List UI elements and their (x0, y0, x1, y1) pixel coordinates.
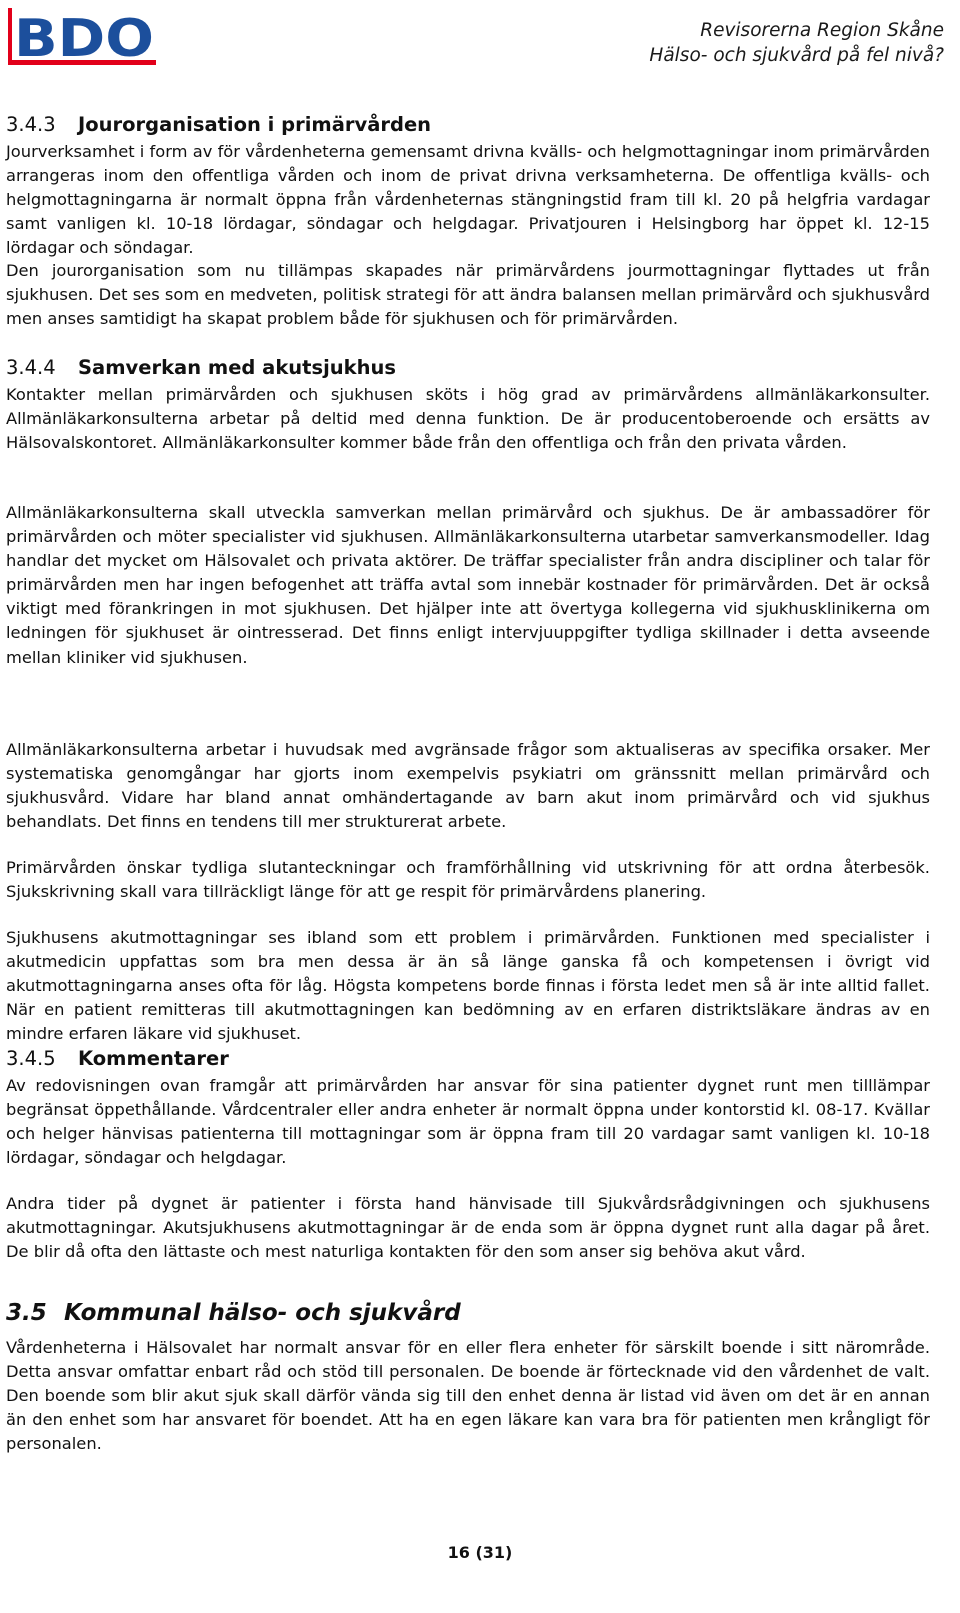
header-titles (649, 18, 944, 68)
section-number: 3.4.3 (6, 113, 56, 136)
heading-3-5 (6, 1294, 930, 1332)
header-report-title: Hälso- och sjukvård på fel nivå? (649, 45, 944, 66)
heading-3-4-4 (6, 353, 930, 383)
header-org: Revisorerna Region Skåne (700, 20, 944, 41)
paragraph: Sjukhusens akutmottagningar ses ibland som ett problem i primärvården. Funktionen med specialister i akutmedicin uppfattas som bra men dessa är än så länge ganska få och kompetensen i övrigt vid akutmottagningarna anses ofta för låg. Högsta kompetens borde finnas i första ledet men så är inte alltid fallet. När en patient remitteras till akutmottagningen kan bedömning av en erfaren distriktsläkare ändras av en mindre erfaren läkare vid sjukhuset. (6, 928, 930, 1044)
paragraph: Andra tider på dygnet är patienter i första hand hänvisade till Sjukvårdsrådgivningen och sjukhusens akutmottagningar. Akutsjukhusens akutmottagningar är de enda som är öppna dygnet runt alla dagar på året. De blir då ofta den lättaste och mest naturliga kontakten för den som anser sig behöva akut vård. (6, 1194, 930, 1262)
paragraph: Allmänläkarkonsulterna skall utveckla samverkan mellan primärvård och sjukhus. De är ambassadörer för primärvården och möter specialister vid sjukhusen. Allmänläkarkonsulterna utarbetar samverkansmodeller. Idag handlar det mycket om Hälsovalet och privata aktörer. De träffar specialister från andra discipliner och talar för primärvården men har ingen befogenhet att träffa avtal som innebär kostnader för primärvården. Det är också viktigt med förankringen in mot sjukhusen. Det hjälper inte att övertyga kollegerna vid sjukhusklinikerna om ledningen för sjukhuset är ointresserad. Det finns enligt intervjuuppgifter tydliga skillnader i detta avseende mellan kliniker vid sjukhusen. (6, 503, 930, 667)
svg-text:BDO: BDO (14, 9, 154, 69)
paragraph: Den jourorganisation som nu tillämpas skapades när primärvårdens jourmottagningar flyttades ut från sjukhusen. Det ses som en medveten, politisk strategi för att ändra balansen mellan primärvård och sjukhusvård men anses samtidigt ha skapat problem både för sjukhusen och för primärvården. (6, 261, 930, 329)
section-number: 3.4.4 (6, 356, 56, 379)
page-header (0, 0, 960, 80)
section-title: Kommentarer (78, 1047, 229, 1070)
section-number: 3.5 (6, 1300, 47, 1326)
heading-3-4-5 (6, 1044, 930, 1074)
paragraph: Av redovisningen ovan framgår att primärvården har ansvar för sina patienter dygnet runt men tilllämpar begränsat öppethållande. Vårdcentraler eller andra enheter är normalt öppna under kontorstid kl. 08-17. Kvällar och helger hänvisas patienterna till mottagningar som är öppna fram till 20 vardagar samt vanligen kl. 10-18 lördagar, söndagar och helgdagar. (6, 1076, 930, 1168)
heading-3-4-3 (6, 110, 930, 140)
paragraph: Kontakter mellan primärvården och sjukhusen sköts i hög grad av primärvårdens allmänläkarkonsulter. Allmänläkarkonsulterna arbetar på deltid med denna funktion. De är producentoberoende och ersätts av Hälsovalskontoret. Allmänläkarkonsulter kommer både från den offentliga och från den privata vården. (6, 385, 930, 453)
section-title: Jourorganisation i primärvården (78, 113, 432, 136)
section-title: Kommunal hälso- och sjukvård (64, 1300, 461, 1326)
bdo-logo (6, 6, 158, 70)
document-body (6, 110, 930, 1456)
paragraph: Jourverksamhet i form av för vårdenheterna gemensamt drivna kvälls- och helgmottagningar inom primärvården arrangeras inom den offentliga vården och inom de privat drivna verksamheterna. De offentliga kvälls- och helgmottagningarna är normalt öppna från vårdenheternas stängningstid fram till kl. 20 på helgfria vardagar samt vanligen kl. 10-18 lördagar, söndagar och helgdagar. Privatjouren i Helsingborg har öppet kl. 12-15 lördagar och söndagar. (6, 142, 930, 258)
paragraph: Vårdenheterna i Hälsovalet har normalt ansvar för en eller flera enheter för särskilt boende i sitt närområde. Detta ansvar omfattar enbart råd och stöd till personalen. De boende är förtecknade vid den vårdenhet de valt. Den boende som blir akut sjuk skall därför vända sig till den enhet denna är listad vid även om det är en annan än den enhet som har ansvaret för boendet. Att ha en egen läkare kan vara bra för patienten men krångligt för personalen. (6, 1338, 930, 1454)
section-title: Samverkan med akutsjukhus (78, 356, 397, 379)
paragraph: Primärvården önskar tydliga slutanteckningar och framförhållning vid utskrivning för att ordna återbesök. Sjukskrivning skall vara tillräckligt länge för att ge respit för primärvårdens planering. (6, 858, 930, 902)
paragraph: Allmänläkarkonsulterna arbetar i huvudsak med avgränsade frågor som aktualiseras av specifika orsaker. Mer systematiska genomgångar har gjorts inom exempelvis psykiatri om gränssnitt mellan primärvård och sjukhusvård. Vidare har bland annat omhändertagande av barn akut inom primärvård och vid sjukhus behandlats. Det finns en tendens till mer strukturerat arbete. (6, 740, 930, 832)
page-number: 16 (31) (447, 1543, 513, 1562)
section-number: 3.4.5 (6, 1047, 56, 1070)
